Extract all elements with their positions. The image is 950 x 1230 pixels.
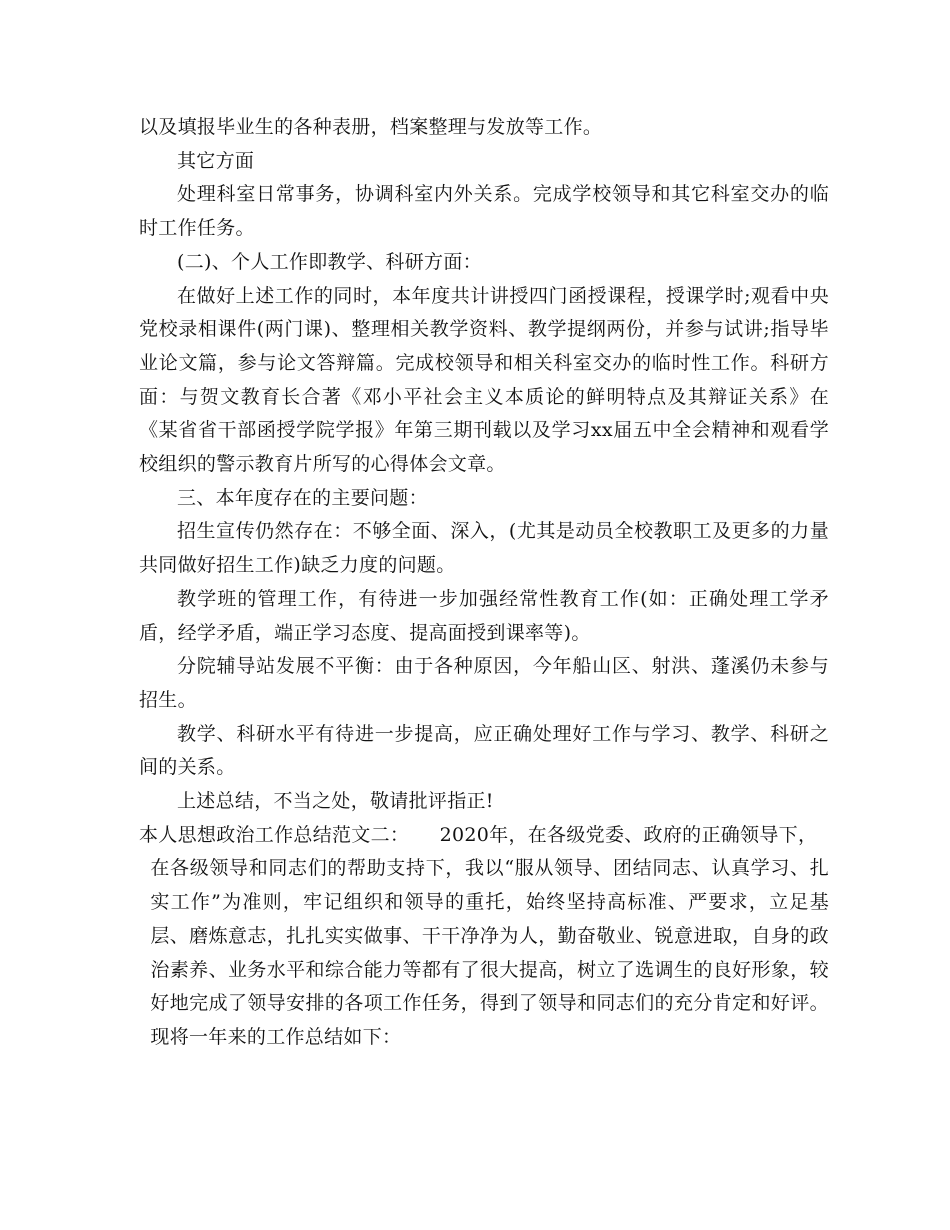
paragraph-9: 分院辅导站发展不平衡：由于各种原因，今年船山区、射洪、蓬溪仍未参与招生。 [139, 655, 829, 711]
paragraph-6-subheading: 三、本年度存在的主要问题： [177, 486, 428, 509]
section-two-body: 在各级领导和同志们的帮助支持下，我以“服从领导、团结同志、认真学习、扎实工作”为准则，牢记组织和领导的重托，始终坚持高标准、严要求，立足基层、磨炼意志，扎扎实实做事、干干净净为人，勤奋敬业、锐意进取，自身的政治素养、业务水平和综合能力等都有了很大提高，树立了选调生的良好形象，较好地完成了领导安排的各项工作任务，得到了领导和同志们的充分肯定和好评。现将一年来的工作总结如下： [150, 857, 829, 1048]
section-two-heading: 本人思想政治工作总结范文二： [139, 823, 410, 846]
paragraph-7: 招生宣传仍然存在：不够全面、深入，(尤其是动员全校教职工及更多的力量共同做好招生工作)缺乏力度的问题。 [139, 520, 829, 577]
paragraph-3: 处理科室日常事务，协调科室内外关系。完成学校领导和其它科室交办的临时工作任务。 [139, 183, 829, 240]
section-two-first-line: 2020年，在各级党委、政府的正确领导下， [439, 823, 818, 846]
paragraph-5: 在做好上述工作的同时，本年度共计讲授四门函授课程，授课学时;观看中央党校录相课件(两门课)、整理相关教学资料、教学提纲两份，并参与试讲;指导毕业论文篇，参与论文答辩篇。完成校领导和相关科室交办的临时性工作。科研方面：与贺文教育长合著《邓小平社会主义本质论的鲜明特点及其辩证关系》在《某省省干部函授学院学报》年第三期刊载以及学习xx届五中全会精神和观看学校组织的警示教育片所写的心得体会文章。 [139, 284, 829, 476]
document-body [139, 111, 829, 1055]
paragraph-1: 以及填报毕业生的各种表册，档案整理与发放等工作。 [139, 116, 603, 138]
paragraph-11-closing: 上述总结，不当之处，敬请批评指正! [177, 790, 494, 813]
section-two [139, 819, 829, 1055]
paragraph-2-subheading: 其它方面 [177, 149, 255, 172]
paragraph-8: 教学班的管理工作，有待进一步加强经常性教育工作(如：正确处理工学矛盾，经学矛盾，端正学习态度、提高面授到课率等)。 [139, 587, 829, 644]
paragraph-10: 教学、科研水平有待进一步提高，应正确处理好工作与学习、教学、科研之间的关系。 [139, 722, 829, 779]
paragraph-4-subheading: (二)、个人工作即教学、科研方面： [177, 250, 482, 273]
